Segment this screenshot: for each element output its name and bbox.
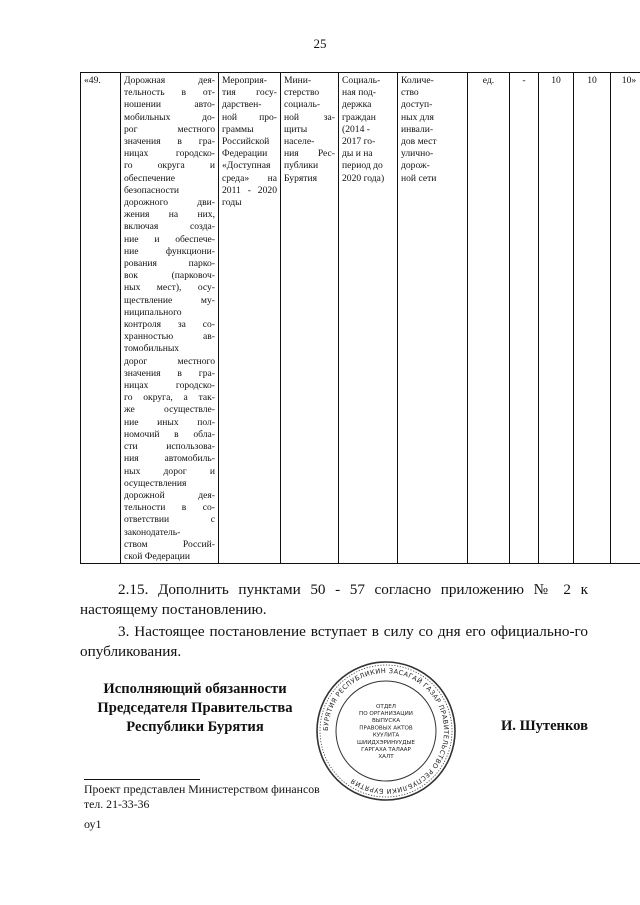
program-table [80,72,640,564]
cell-line: публики [284,160,319,172]
signer-line: Республики Бурятия [126,719,264,735]
executor-cell [281,73,339,564]
indicator-cell [398,73,468,564]
cell-line: дарствен- [222,99,262,111]
seal-inner-line: ВЫПУСКА [371,718,401,725]
cell-line: ных для [401,111,434,123]
subprogram-cell [339,73,398,564]
cell-line: граждан [342,111,376,123]
cell-line: доступ- [401,99,433,111]
cell-line: ние функциони- [124,245,215,257]
cell-line: стерство [284,87,320,99]
cell-line: ницах городско- [124,148,215,160]
cell-line: граммы [222,123,254,135]
table-row [81,73,640,564]
cell-line: законодатель- [124,526,181,538]
cell-line: среда» на [222,172,277,184]
paragraph-3 [80,622,588,661]
cell-line: (2014 - [342,123,370,135]
cell-line: Дорожная дея- [124,75,215,86]
page-number: 25 [313,36,327,51]
cell-line: значения в гра- [124,136,215,148]
cell-line: 2017 го- [342,136,376,148]
seal-inner-line: ХАЛТ [378,754,394,761]
cell-line: период до [342,160,383,172]
cell-line: ответствии с [124,514,215,526]
cell-line: улично- [401,148,434,160]
cell-line: безопасности [124,184,180,196]
cell-line: ных мест), осу- [124,282,215,294]
cell-line: томобильных [124,343,180,355]
cell-line: ношении авто- [124,99,215,111]
cell-line: дов мест [401,136,437,148]
cell-line: тельность в от- [124,87,215,99]
cell-line: рог местного [124,123,215,135]
cell-line: дорожной дея- [124,489,215,501]
official-seal [315,660,457,802]
cell-line: значения в гра- [124,367,215,379]
footnote-divider [84,779,200,780]
cell-line: Бурятия [284,172,318,184]
cell-line: ных дорог и [124,465,215,477]
paragraph-text: 2.15. Дополнить пунктами 50 - 57 согласно приложению № 2 к настоящему постановлению. [80,581,588,618]
cell-line: 2020 года) [342,172,385,184]
cell-line: сти использова- [124,441,215,453]
program-cell [219,73,281,564]
seal-inner-line: ОТДЕЛ [376,703,396,710]
cell-line: ние и обеспече- [124,233,215,245]
cell-line: вок (парковоч- [124,270,215,282]
paragraph-text: 3. Настоящее постановление вступает в силу со дня его официально-го опубликования. [80,623,588,660]
seal-inner-line: ПРАВОВЫХ АКТОВ [359,725,413,732]
cell-line: держка [342,99,372,111]
cell-line: «Доступная [222,160,271,172]
cell-line: ния автомобиль- [124,453,215,465]
seal-outer-text: БУРЯТИЯ РЕСПУБЛИКИН ЗАСАГАЙ ГАЗАР ПРАВИТЕЛЬСТВО РЕСПУБЛИКИ БУРЯТИЯ [321,666,451,796]
footnote-line: тел. 21-33-36 [84,796,150,811]
cell-line: ная под- [342,87,376,99]
cell-line: ство [401,87,419,99]
cell-line: социаль- [284,99,321,111]
seal-inner-line: ШИИДХЭРИНУУДЫЕ [357,739,415,746]
paragraph-2-15 [80,580,588,619]
cell-line: ной про- [222,111,277,123]
cell-line: инвали- [401,123,434,135]
cell-line: Социаль- [342,75,381,86]
seal-inner-line: ГАРГАХА ТАЛААР [361,747,411,753]
base-value-cell: - [510,73,539,564]
signer-line: Председателя Правительства [97,700,293,716]
cell-line: 2011 - 2020 [222,184,277,196]
cell-line: осуществления [124,477,187,489]
cell-line: тельности в со- [124,502,215,514]
cell-line: Мини- [284,75,312,86]
cell-line: щиты [284,123,308,135]
cell-line: ниципального [124,306,182,318]
cell-line: хранностью ав- [124,331,215,343]
cell-line: ством Россий- [124,538,215,550]
cell-line: ной сети [401,172,437,184]
year-1-cell: 10 [539,73,574,564]
seal-inner-line: КУУЛИТА [372,732,400,739]
cell-line: жения на них, [124,209,215,221]
cell-line: ницах городско- [124,380,215,392]
signer-title [80,680,310,737]
cell-line: контроля за со- [124,319,215,331]
unit-cell: ед. [468,73,510,564]
cell-line: ществление му- [124,294,215,306]
seal-inner-line: ПО ОРГАНИЗАЦИИ [359,711,413,717]
cell-line: ской Федерации [124,550,191,562]
cell-line: включая созда- [124,221,215,233]
cell-line: ной за- [284,111,335,123]
cell-line: рования парко- [124,258,215,270]
year-3-cell: 10» [611,73,640,564]
cell-line: дорож- [401,160,430,172]
cell-line: тия госу- [222,87,277,99]
cell-line: обеспечение [124,172,176,184]
footnote-line: Проект представлен Министерством финансов [84,782,320,796]
cell-line: Федерации [222,148,268,160]
cell-line: го округа, а так- [124,392,215,404]
footnote [84,782,320,811]
activity-name-cell [121,73,219,564]
cell-line: номочий в обла- [124,428,215,440]
cell-line: мобильных до- [124,111,215,123]
cell-line: ды и на [342,148,373,160]
signer-name: И. Шутенков [500,718,588,734]
cell-line: дорог местного [124,355,215,367]
row-number-cell: «49. [81,73,121,564]
cell-line: годы [222,197,242,209]
cell-line: го округа и [124,160,215,172]
document-code: оу1 [84,817,102,831]
cell-line: ние иных пол- [124,416,215,428]
signer-line: Исполняющий обязанности [103,681,287,697]
cell-line: населе- [284,136,315,148]
cell-line: Количе- [401,75,434,86]
cell-line: Мероприя- [222,75,267,86]
cell-line: Российской [222,136,270,148]
cell-line: дорожного дви- [124,197,215,209]
cell-line: же осуществле- [124,404,215,416]
year-2-cell: 10 [574,73,611,564]
cell-line: ния Рес- [284,148,335,160]
